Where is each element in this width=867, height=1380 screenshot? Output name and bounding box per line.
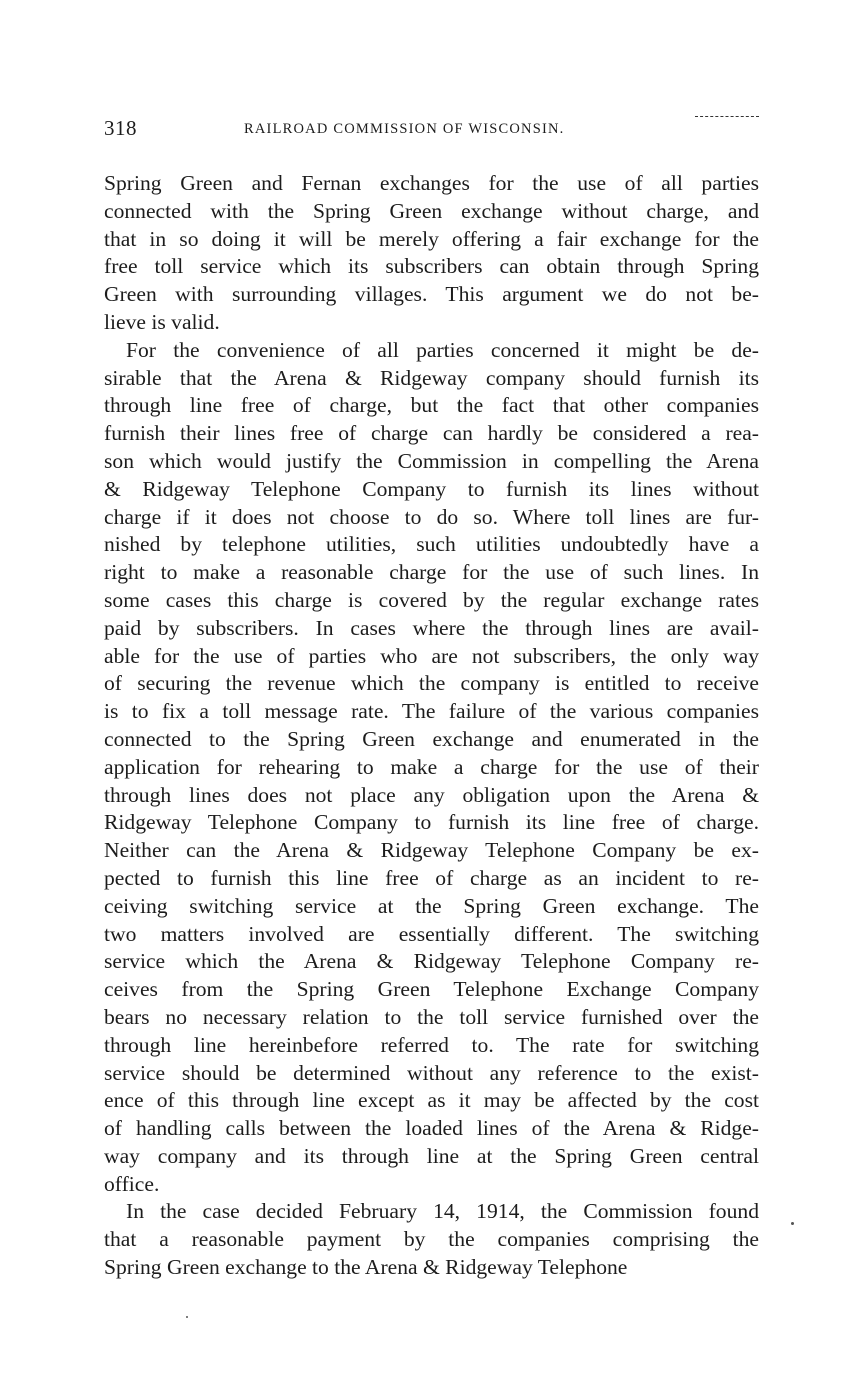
text-line: bears no necessary relation to the toll service furnished over the [104,1004,759,1029]
scan-speck [791,1222,794,1225]
text-line: Green with surrounding villages. This argument we do not be- [104,282,759,307]
text-line: sirable that the Arena & Ridgeway company should furnish its [104,365,759,390]
text-line: through line free of charge, but the fact that other companies [104,393,759,418]
header-rule-mark [695,116,759,120]
text-line: is to fix a toll message rate. The failure of the various companies [104,699,759,724]
paragraph [104,170,759,337]
scan-speck [186,1316,188,1318]
body-text [104,170,759,1282]
text-line: For the convenience of all parties concerned it might be de- [126,337,759,362]
text-line: connected with the Spring Green exchange without charge, and [104,198,759,223]
text-line: through line hereinbefore referred to. The rate for switching [104,1032,759,1057]
text-line: In the case decided February 14, 1914, the Commission found [126,1199,759,1224]
text-line: that in so doing it will be merely offering a fair exchange for the [104,226,759,251]
text-line: through lines does not place any obligation upon the Arena & [104,782,759,807]
text-line: furnish their lines free of charge can hardly be considered a rea- [104,421,759,446]
text-line: Spring Green exchange to the Arena & Ridgeway Telephone [104,1255,628,1280]
text-line: of securing the revenue which the company is entitled to receive [104,671,759,696]
text-line: service which the Arena & Ridgeway Telephone Company re- [104,949,759,974]
text-line: Neither can the Arena & Ridgeway Telephone Company be ex- [104,838,759,863]
text-line: ence of this through line except as it may be affected by the cost [104,1088,759,1113]
text-line: free toll service which its subscribers can obtain through Spring [104,254,759,279]
paragraph [104,337,759,1199]
text-line: office. [104,1171,160,1196]
text-line: pected to furnish this line free of charge as an incident to re- [104,865,759,890]
text-line: way company and its through line at the Spring Green central [104,1143,759,1168]
paragraph [104,1198,759,1281]
text-line: paid by subscribers. In cases where the through lines are avail- [104,615,759,640]
text-line: son which would justify the Commission in compelling the Arena [104,448,759,473]
text-line: & Ridgeway Telephone Company to furnish its lines without [104,476,759,501]
running-head: RAILROAD COMMISSION OF WISCONSIN. [244,121,565,137]
text-line: service should be determined without any reference to the exist- [104,1060,759,1085]
text-line: right to make a reasonable charge for the use of such lines. In [104,560,759,585]
text-line: charge if it does not choose to do so. Where toll lines are fur- [104,504,759,529]
text-line: that a reasonable payment by the companies comprising the [104,1227,759,1252]
text-line: ceives from the Spring Green Telephone Exchange Company [104,977,759,1002]
text-line: application for rehearing to make a charge for the use of their [104,754,759,779]
text-line: lieve is valid. [104,309,220,334]
text-line: Spring Green and Fernan exchanges for the use of all parties [104,171,759,195]
text-line: Ridgeway Telephone Company to furnish its line free of charge. [104,810,759,835]
text-line: some cases this charge is covered by the regular exchange rates [104,587,759,612]
text-line: two matters involved are essentially different. The switching [104,921,759,946]
text-line: of handling calls between the loaded lines of the Arena & Ridge- [104,1116,759,1141]
text-line: nished by telephone utilities, such utilities undoubtedly have a [104,532,759,557]
text-line: ceiving switching service at the Spring Green exchange. The [104,893,759,918]
page-number: 318 [104,116,137,140]
page-header [104,116,759,144]
text-line: able for the use of parties who are not subscribers, the only way [104,643,759,668]
text-line: connected to the Spring Green exchange and enumerated in the [104,726,759,751]
